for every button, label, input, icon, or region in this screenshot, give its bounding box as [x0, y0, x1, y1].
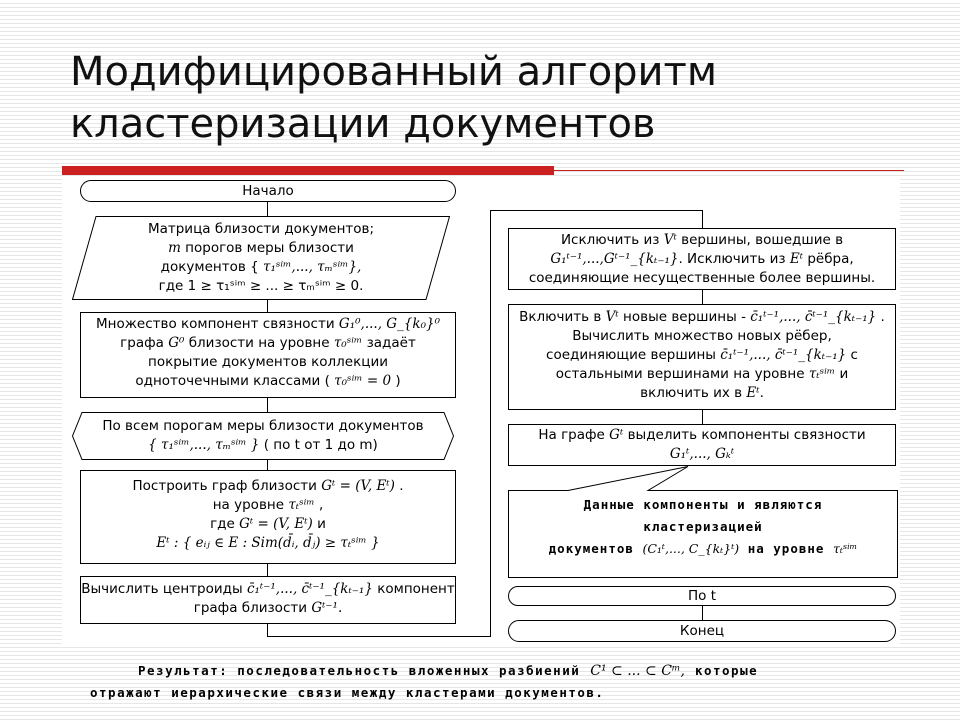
include-box: [508, 304, 896, 410]
include-line-3: [509, 346, 895, 365]
select-line-1-end: выделить компоненты связности: [627, 427, 866, 443]
graph-line-2-math-2: τ₀ˢⁱᵐ: [333, 335, 363, 351]
graph-line-4-text: одноточечными классами (: [135, 373, 330, 389]
include-line-5-end: .: [759, 385, 764, 401]
input-line-3-math: τ₁ˢⁱᵐ,..., τₘˢⁱᵐ},: [262, 259, 362, 275]
exclude-line-3: соединяющие несущественные более вершины.: [528, 270, 876, 286]
build-line-3: [81, 515, 455, 534]
exclude-line-2: [509, 250, 895, 269]
connector-left-4: [267, 460, 268, 470]
select-components-box: [508, 424, 896, 466]
exclude-line-2-end: рёбра,: [807, 251, 854, 267]
select-line-1-math: Gᵗ: [609, 427, 624, 443]
exclude-line-2-math-2: Eᵗ: [789, 251, 804, 267]
graph-line-4-end: ): [395, 373, 401, 389]
include-line-1-mid: новые вершины -: [623, 309, 746, 325]
connector-left-5: [267, 564, 268, 576]
graph-line-4: [81, 372, 455, 391]
build-line-3-end: и: [317, 516, 326, 532]
footer-line-1-end: которые: [694, 663, 759, 678]
input-line-2-m: m: [168, 240, 181, 256]
centroid-line-1: [81, 580, 455, 599]
graph-line-2-text-a: графа: [120, 335, 164, 351]
centroid-line-2: [81, 599, 455, 618]
include-line-4-end: и: [839, 366, 849, 382]
callout-line-3-math-2: τₜˢⁱᵐ: [832, 541, 858, 556]
connector-bridge-up: [490, 210, 491, 637]
exclude-line-1-math: Vᵗ: [663, 232, 677, 248]
loop-end-label: По t: [688, 588, 716, 604]
include-line-1-text: Включить в: [519, 309, 602, 325]
input-parallelogram: [72, 216, 450, 300]
connector-right-2: [702, 290, 703, 304]
start-label: Начало: [242, 183, 294, 199]
graph-line-1-math: G₁⁰,..., G_{k₀}⁰: [338, 316, 440, 332]
include-line-5-math: Eᵗ: [746, 385, 760, 401]
build-line-2-math: τₜˢⁱᵐ: [288, 497, 315, 513]
connector-left-1: [267, 202, 268, 216]
centroid-box: [80, 576, 456, 624]
include-line-4-text: остальными вершинами на уровне: [555, 366, 805, 382]
graph-init-box: [80, 312, 456, 398]
build-line-2: на уровне τₜˢⁱᵐ ,: [212, 497, 324, 513]
start-terminal: [80, 180, 456, 202]
title-underline-line: [554, 170, 904, 171]
centroid-line-1-end: компонент: [377, 581, 455, 597]
exclude-box: [508, 228, 896, 290]
connector-bridge-down: [267, 624, 268, 636]
exclude-line-1: [509, 231, 895, 250]
graph-line-2: [81, 334, 455, 353]
include-line-5-text: включить их в: [640, 385, 743, 401]
input-line-3-text: документов {: [160, 259, 259, 275]
callout-line-3-math: (C₁ᵗ,..., C_{kₜ}ᵗ): [642, 541, 740, 556]
centroid-line-1-text: Вычислить центроиды: [81, 581, 243, 597]
include-line-4-math: τₜˢⁱᵐ: [808, 366, 836, 382]
build-line-2-text: на уровне: [212, 497, 285, 513]
centroid-line-2-math: Gᵗ⁻¹.: [311, 600, 343, 616]
build-graph-box: [80, 470, 456, 564]
loop-line-2-math: { τ₁ˢⁱᵐ,..., τₘˢⁱᵐ }: [148, 437, 260, 453]
include-line-1-math-2: c̄₁ᵗ⁻¹,..., c̄ᵗ⁻¹_{kₜ₋₁}: [750, 309, 877, 325]
select-line-1: [509, 426, 895, 445]
select-line-1-text: На графе: [538, 427, 605, 443]
include-line-5: [509, 384, 895, 403]
centroid-line-2-text: графа близости: [193, 600, 308, 616]
input-line-1: Матрица близости документов;: [147, 221, 375, 237]
input-line-2: [72, 239, 450, 258]
include-line-3-text: соединяющие вершины: [546, 347, 716, 363]
loop-line-2: [72, 436, 454, 455]
graph-line-1-text: Множество компонент связности: [96, 316, 335, 332]
end-label: Конец: [679, 623, 725, 639]
connector-bridge-bottom: [267, 636, 490, 637]
exclude-line-1-end: вершины, вошедшие в: [681, 232, 844, 248]
callout-line-2: кластеризацией: [643, 519, 763, 534]
exclude-line-1-text: Исключить из: [560, 232, 660, 248]
exclude-line-2-math: G₁ᵗ⁻¹,...,Gᵗ⁻¹_{kₜ₋₁}: [550, 251, 679, 267]
footer-line-1-text: Результат: последовательность вложенных разбиений: [138, 663, 581, 678]
select-line-2-math: G₁ᵗ,..., Gₖᵗ: [669, 446, 735, 462]
connector-right-1: [702, 210, 703, 228]
loop-line-2-text: ( по t от 1 до m): [263, 437, 378, 453]
callout-line-1: Данные компоненты и являются: [583, 497, 823, 512]
loop-end-terminal: [508, 586, 896, 606]
build-line-4-math: Eᵗ : { eᵢⱼ ∈ E : Sim(d̄ᵢ, d̄ⱼ) ≥ τₜˢⁱᵐ }: [156, 535, 380, 551]
page-title: [70, 46, 717, 150]
graph-line-1: [81, 315, 455, 334]
result-footer: [90, 660, 758, 704]
graph-line-4-math: τ₀ˢⁱᵐ = 0: [334, 373, 392, 389]
input-line-4: где 1 ≥ τ₁ˢⁱᵐ ≥ ... ≥ τₘˢⁱᵐ ≥ 0.: [158, 278, 364, 294]
include-line-1-math: Vᵗ: [605, 309, 619, 325]
footer-line-2: отражают иерархические связи между кластерами документов.: [90, 685, 605, 700]
graph-line-3: покрытие документов коллекции: [148, 354, 388, 370]
build-line-1: Построить граф близости Gᵗ = (V, Eᵗ) .: [132, 478, 404, 494]
loop-line-1: По всем порогам меры близости документов: [102, 418, 424, 434]
include-line-4: [509, 365, 895, 384]
loop-start-hexagon: [72, 412, 454, 460]
connector-right-4: [702, 606, 703, 620]
build-line-3-text: где: [210, 516, 235, 532]
connector-left-3: [267, 398, 268, 412]
title-underline-bar: [62, 166, 554, 175]
input-line-3: [72, 258, 450, 277]
title-line-1: Модифицированный алгоритм: [70, 49, 718, 95]
include-line-2: Вычислить множество новых рёбер,: [572, 328, 832, 344]
include-line-3-math: c̄₁ᵗ⁻¹,..., c̄ᵗ⁻¹_{kₜ₋₁}: [720, 347, 847, 363]
callout-line-3: [508, 538, 898, 560]
input-line-2-text: порогов меры близости: [180, 240, 354, 256]
build-line-1-math: Gᵗ = (V, Eᵗ): [321, 478, 395, 494]
callout-line-3-text: документов: [548, 541, 634, 556]
end-terminal: [508, 620, 896, 642]
title-line-2: кластеризации документов: [70, 101, 656, 147]
include-line-3-end: с: [850, 347, 858, 363]
graph-line-2-math: G⁰: [168, 335, 185, 351]
connector-left-2: [267, 300, 268, 312]
graph-line-2-text-b: близости на уровне: [188, 335, 330, 351]
connector-right-3: [702, 410, 703, 424]
footer-line-1-math: C¹ ⊂ ... ⊂ Cᵐ,: [590, 663, 685, 679]
callout-line-3-end: на уровне: [747, 541, 825, 556]
connector-bridge-top: [490, 210, 702, 211]
build-line-1-text: Построить граф близости: [132, 478, 317, 494]
include-line-1: Включить в Vᵗ новые вершины - c̄₁ᵗ⁻¹,..., c̄ᵗ⁻¹_{kₜ₋₁} .: [519, 309, 885, 325]
exclude-line-2-text: . Исключить из: [678, 251, 786, 267]
footer-line-1: [90, 660, 758, 682]
centroid-line-1-math: c̄₁ᵗ⁻¹,..., c̄ᵗ⁻¹_{kₜ₋₁}: [246, 581, 373, 597]
graph-line-2-text-c: задаёт: [366, 335, 416, 351]
build-line-3-math: Gᵗ = (V, Eᵗ): [239, 516, 313, 532]
callout-text: [508, 494, 898, 576]
